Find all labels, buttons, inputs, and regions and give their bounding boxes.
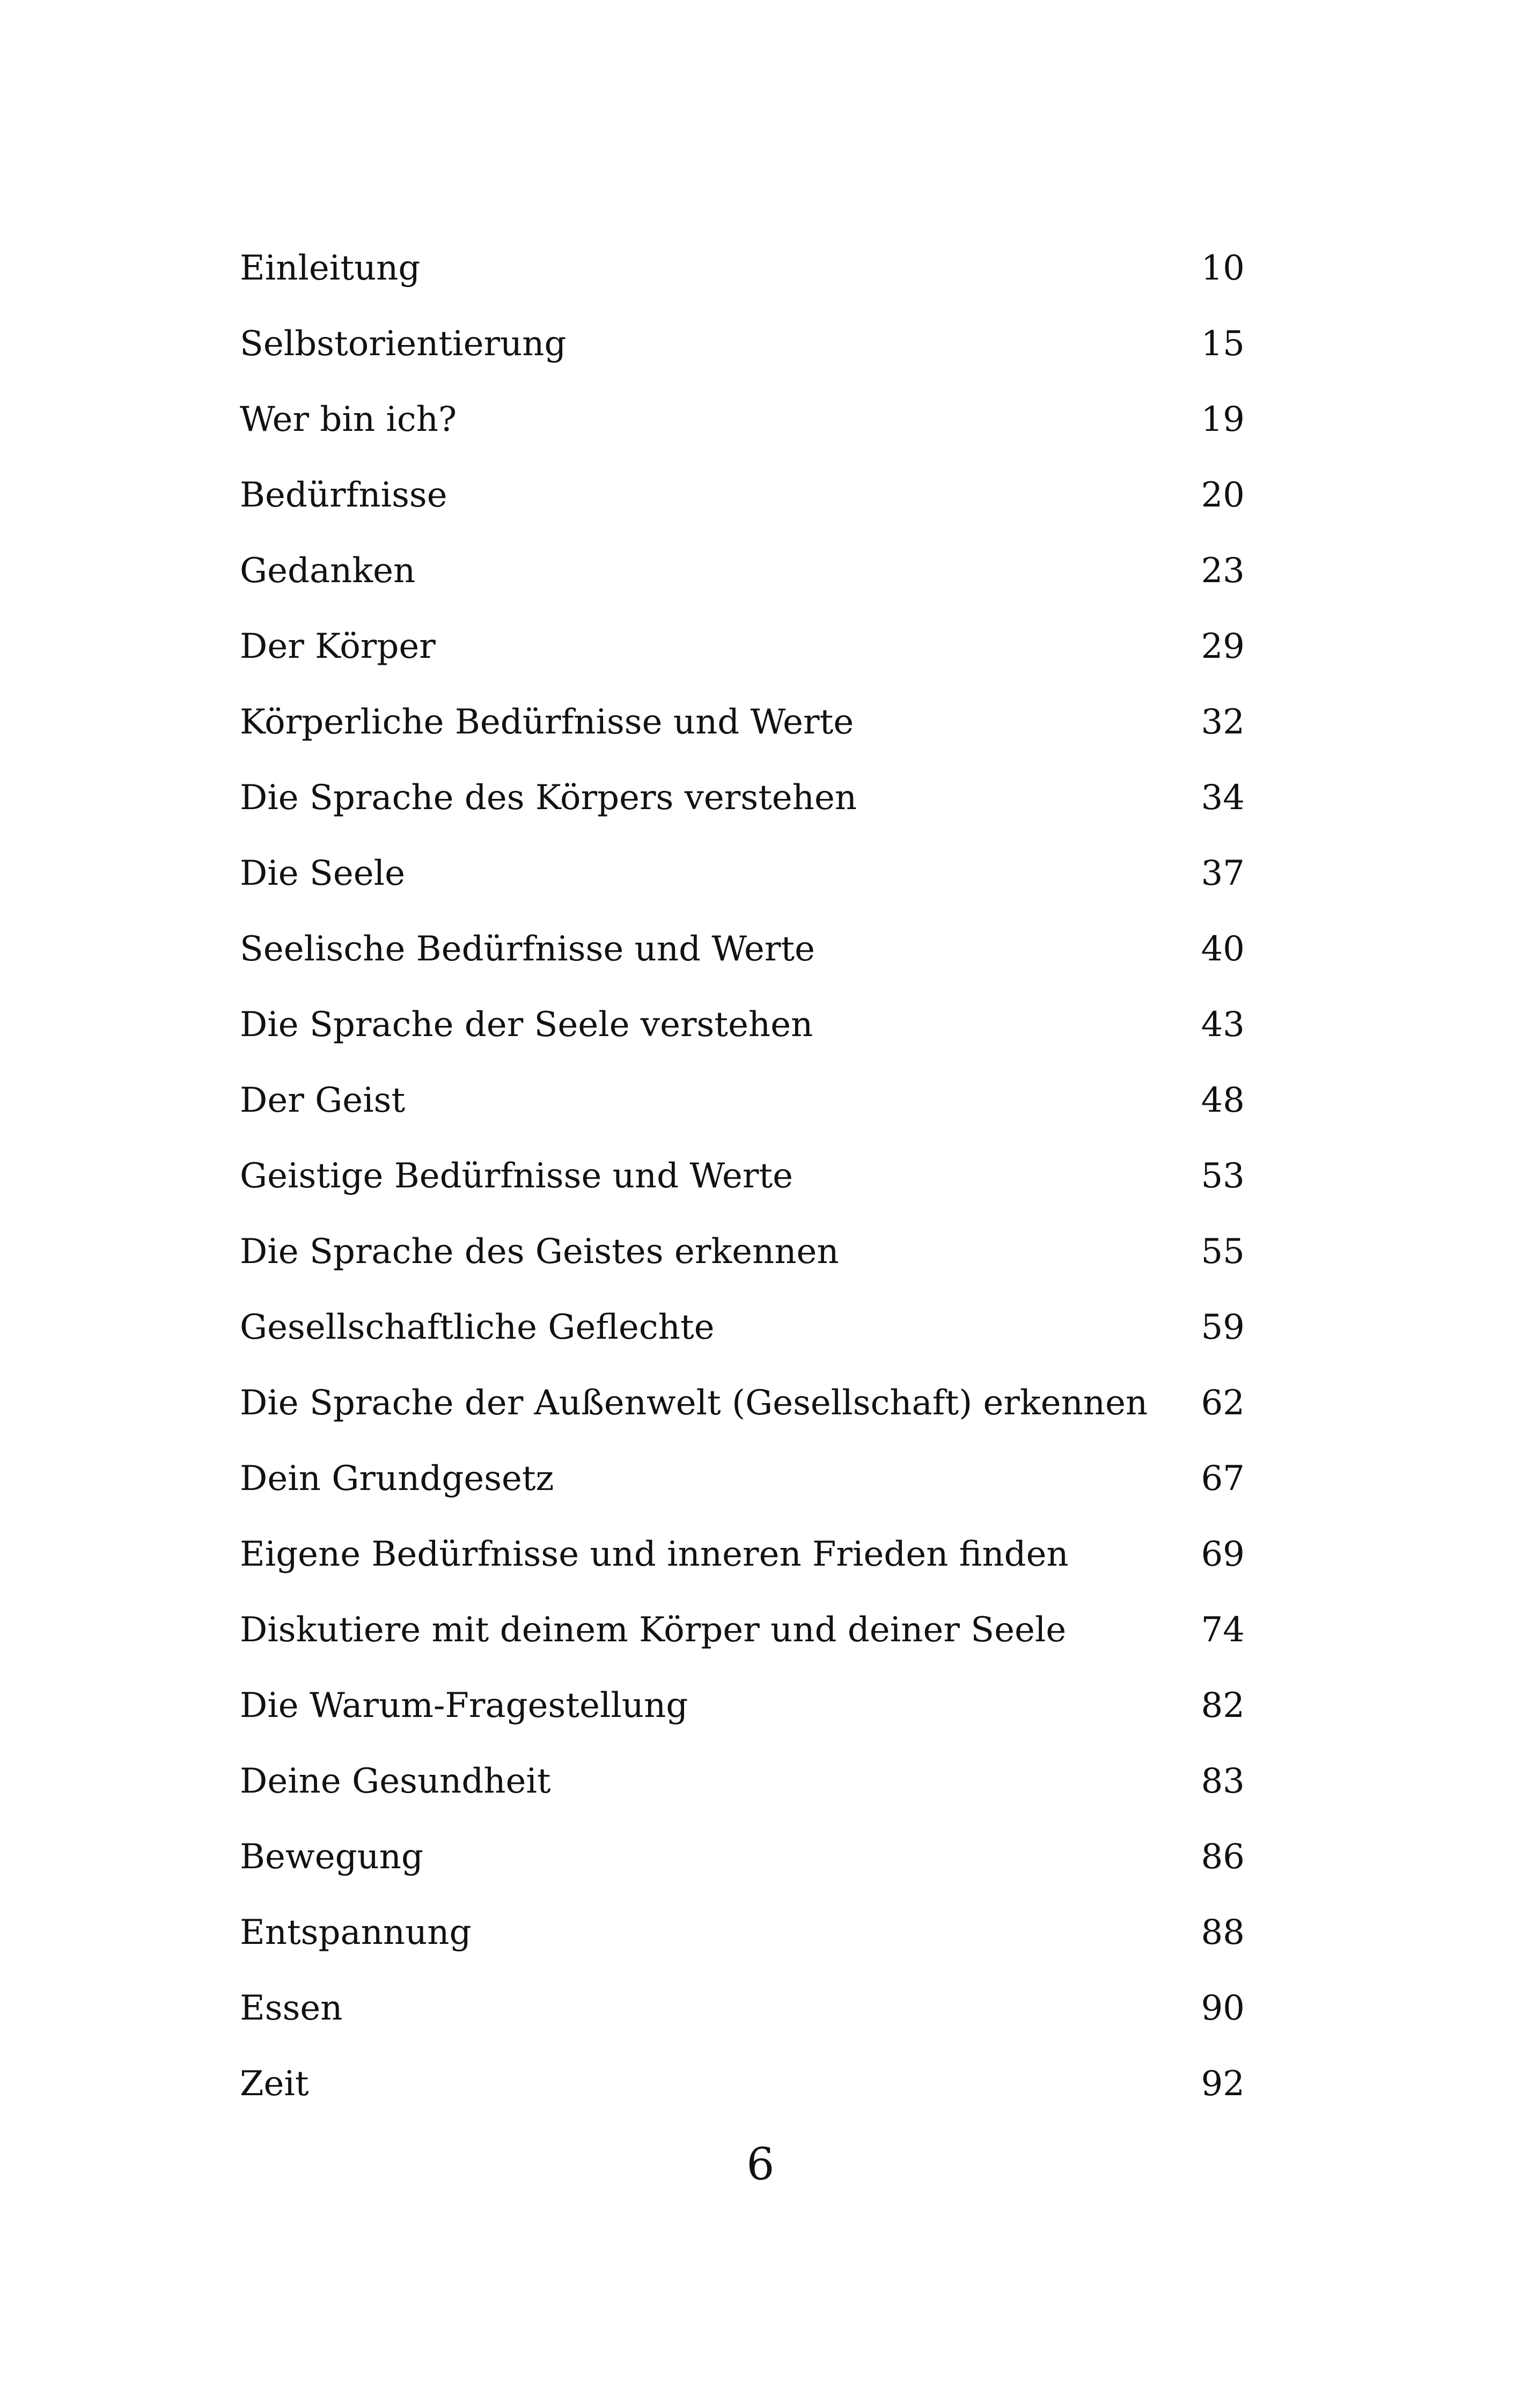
- toc-entry: [240, 912, 1245, 987]
- toc-entry-page: 20: [1201, 475, 1245, 515]
- toc-entry: [240, 1139, 1245, 1214]
- toc-entry-title: Der Körper: [240, 627, 436, 666]
- toc-entry-title: Bewegung: [240, 1837, 423, 1877]
- toc-entry: [240, 1214, 1245, 1290]
- toc-entry: [240, 306, 1245, 382]
- toc-entry-page: 92: [1201, 2064, 1245, 2104]
- toc-entry: [240, 533, 1245, 609]
- table-of-contents: [240, 231, 1245, 2122]
- toc-entry-page: 90: [1201, 1988, 1245, 2028]
- toc-entry: [240, 1517, 1245, 1592]
- toc-entry-title: Eigene Bedürfnisse und inneren Frieden finden: [240, 1535, 1069, 1574]
- toc-entry-page: 74: [1201, 1610, 1245, 1650]
- toc-entry: [240, 1971, 1245, 2046]
- toc-entry: [240, 382, 1245, 458]
- toc-entry-title: Dein Grundgesetz: [240, 1459, 554, 1499]
- toc-entry-page: 86: [1201, 1837, 1245, 1877]
- toc-entry-title: Die Sprache der Seele verstehen: [240, 1005, 813, 1045]
- toc-entry-page: 23: [1201, 551, 1245, 591]
- toc-entry-page: 67: [1201, 1459, 1245, 1499]
- toc-entry: [240, 987, 1245, 1063]
- toc-entry: [240, 836, 1245, 912]
- toc-entry-title: Zeit: [240, 2064, 309, 2104]
- toc-entry-page: 83: [1201, 1761, 1245, 1801]
- toc-entry-title: Geistige Bedürfnisse und Werte: [240, 1156, 793, 1196]
- toc-entry-page: 40: [1201, 929, 1245, 969]
- toc-entry: [240, 609, 1245, 685]
- toc-entry-page: 43: [1201, 1005, 1245, 1045]
- toc-entry: [240, 1819, 1245, 1895]
- toc-entry: [240, 1895, 1245, 1971]
- toc-entry-page: 32: [1201, 702, 1245, 742]
- toc-entry-page: 88: [1201, 1913, 1245, 1952]
- toc-entry-title: Gesellschaftliche Geflechte: [240, 1308, 715, 1347]
- toc-entry-page: 55: [1201, 1232, 1245, 1272]
- toc-entry: [240, 231, 1245, 306]
- toc-entry-title: Die Sprache des Körpers verstehen: [240, 778, 857, 818]
- toc-entry-page: 10: [1201, 248, 1245, 288]
- toc-entry-title: Körperliche Bedürfnisse und Werte: [240, 702, 854, 742]
- toc-entry-title: Der Geist: [240, 1081, 406, 1120]
- toc-entry-page: 82: [1201, 1686, 1245, 1726]
- toc-entry-title: Essen: [240, 1988, 343, 2028]
- toc-entry: [240, 1063, 1245, 1139]
- toc-entry-page: 37: [1201, 854, 1245, 893]
- toc-entry: [240, 1744, 1245, 1819]
- toc-entry-page: 62: [1201, 1383, 1245, 1423]
- toc-entry-page: 15: [1201, 324, 1245, 364]
- toc-entry: [240, 2046, 1245, 2122]
- toc-entry-title: Die Warum-Fragestellung: [240, 1686, 688, 1726]
- toc-entry-title: Die Sprache der Außenwelt (Gesellschaft) erkennen: [240, 1383, 1148, 1423]
- toc-entry: [240, 1441, 1245, 1517]
- toc-entry-page: 69: [1201, 1535, 1245, 1574]
- toc-entry-title: Seelische Bedürfnisse und Werte: [240, 929, 815, 969]
- toc-entry: [240, 1592, 1245, 1668]
- toc-entry-page: 48: [1201, 1081, 1245, 1120]
- toc-entry: [240, 685, 1245, 760]
- toc-entry-title: Die Sprache des Geistes erkennen: [240, 1232, 839, 1272]
- toc-entry: [240, 458, 1245, 533]
- toc-entry-title: Deine Gesundheit: [240, 1761, 551, 1801]
- toc-entry-page: 59: [1201, 1308, 1245, 1347]
- toc-entry: [240, 1668, 1245, 1744]
- toc-entry-title: Wer bin ich?: [240, 400, 457, 439]
- toc-entry-title: Entspannung: [240, 1913, 472, 1952]
- toc-entry-title: Die Seele: [240, 854, 405, 893]
- toc-entry-page: 29: [1201, 627, 1245, 666]
- toc-entry-title: Gedanken: [240, 551, 416, 591]
- toc-entry: [240, 760, 1245, 836]
- page-number: 6: [746, 2139, 775, 2190]
- toc-entry-title: Einleitung: [240, 248, 421, 288]
- toc-entry-page: 34: [1201, 778, 1245, 818]
- toc-entry-page: 53: [1201, 1156, 1245, 1196]
- toc-entry-title: Diskutiere mit deinem Körper und deiner Seele: [240, 1610, 1067, 1650]
- toc-entry: [240, 1290, 1245, 1365]
- toc-entry: [240, 1365, 1245, 1441]
- toc-entry-title: Bedürfnisse: [240, 475, 447, 515]
- toc-entry-page: 19: [1201, 400, 1245, 439]
- toc-entry-title: Selbstorientierung: [240, 324, 567, 364]
